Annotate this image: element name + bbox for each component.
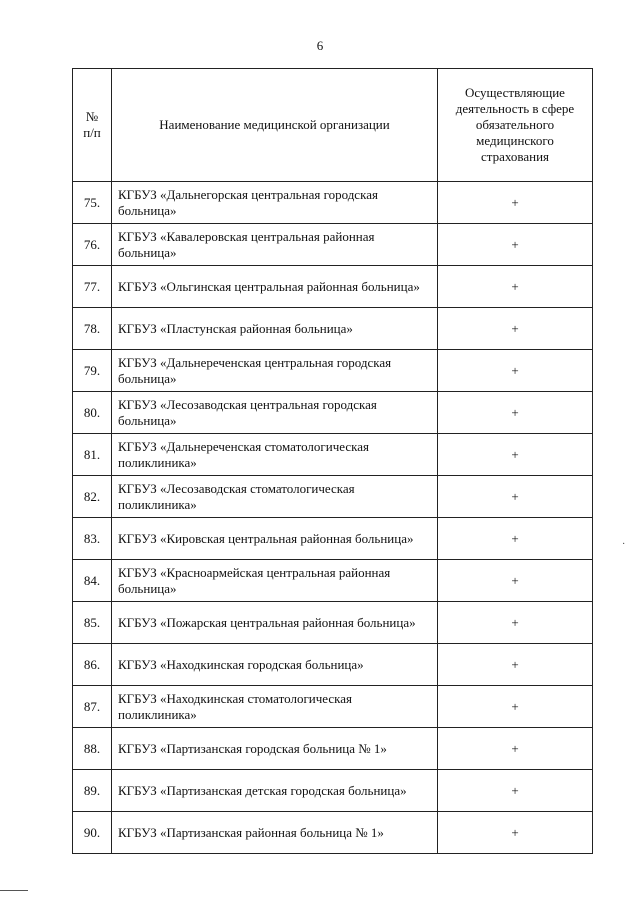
row-oms-mark: + bbox=[438, 812, 593, 854]
row-organization-name: КГБУЗ «Кавалеровская центральная районная больница» bbox=[112, 224, 438, 266]
table-row bbox=[73, 392, 593, 434]
table-row bbox=[73, 350, 593, 392]
row-oms-mark: + bbox=[438, 308, 593, 350]
row-oms-mark: + bbox=[438, 686, 593, 728]
row-number: 86. bbox=[73, 644, 112, 686]
margin-mark: · bbox=[622, 539, 626, 550]
row-organization-name: КГБУЗ «Партизанская районная больница № 1» bbox=[112, 812, 438, 854]
row-oms-mark: + bbox=[438, 350, 593, 392]
table-row bbox=[73, 686, 593, 728]
row-organization-name: КГБУЗ «Кировская центральная районная больница» bbox=[112, 518, 438, 560]
row-organization-name: КГБУЗ «Красноармейская центральная районная больница» bbox=[112, 560, 438, 602]
row-organization-name: КГБУЗ «Дальнереченская стоматологическая поликлиника» bbox=[112, 434, 438, 476]
row-number: 82. bbox=[73, 476, 112, 518]
table-row bbox=[73, 266, 593, 308]
table-row bbox=[73, 560, 593, 602]
row-number: 79. bbox=[73, 350, 112, 392]
row-number: 77. bbox=[73, 266, 112, 308]
row-organization-name: КГБУЗ «Лесозаводская стоматологическая поликлиника» bbox=[112, 476, 438, 518]
table-row bbox=[73, 308, 593, 350]
row-organization-name: КГБУЗ «Пластунская районная больница» bbox=[112, 308, 438, 350]
row-number: 81. bbox=[73, 434, 112, 476]
table-row bbox=[73, 728, 593, 770]
row-organization-name: КГБУЗ «Находкинская городская больница» bbox=[112, 644, 438, 686]
row-oms-mark: + bbox=[438, 182, 593, 224]
row-organization-name: КГБУЗ «Находкинская стоматологическая поликлиника» bbox=[112, 686, 438, 728]
table-row bbox=[73, 518, 593, 560]
row-organization-name: КГБУЗ «Лесозаводская центральная городская больница» bbox=[112, 392, 438, 434]
table-row bbox=[73, 812, 593, 854]
row-oms-mark: + bbox=[438, 728, 593, 770]
row-oms-mark: + bbox=[438, 266, 593, 308]
row-oms-mark: + bbox=[438, 224, 593, 266]
header-organization-name: Наименование медицинской организации bbox=[112, 69, 438, 182]
row-number: 80. bbox=[73, 392, 112, 434]
row-number: 83. bbox=[73, 518, 112, 560]
table-row bbox=[73, 644, 593, 686]
row-oms-mark: + bbox=[438, 392, 593, 434]
row-organization-name: КГБУЗ «Дальнереченская центральная городская больница» bbox=[112, 350, 438, 392]
table-row bbox=[73, 434, 593, 476]
table-row bbox=[73, 224, 593, 266]
row-organization-name: КГБУЗ «Партизанская городская больница № 1» bbox=[112, 728, 438, 770]
row-oms-mark: + bbox=[438, 476, 593, 518]
row-oms-mark: + bbox=[438, 518, 593, 560]
row-organization-name: КГБУЗ «Ольгинская центральная районная больница» bbox=[112, 266, 438, 308]
table-header-row bbox=[73, 69, 593, 182]
row-organization-name: КГБУЗ «Пожарская центральная районная больница» bbox=[112, 602, 438, 644]
row-oms-mark: + bbox=[438, 770, 593, 812]
row-organization-name: КГБУЗ «Партизанская детская городская больница» bbox=[112, 770, 438, 812]
table-row bbox=[73, 602, 593, 644]
page-number: 6 bbox=[316, 38, 324, 53]
row-oms-mark: + bbox=[438, 434, 593, 476]
table-row bbox=[73, 770, 593, 812]
row-number: 78. bbox=[73, 308, 112, 350]
scan-edge-line bbox=[0, 890, 28, 891]
row-number: 90. bbox=[73, 812, 112, 854]
row-number: 76. bbox=[73, 224, 112, 266]
row-oms-mark: + bbox=[438, 644, 593, 686]
row-oms-mark: + bbox=[438, 560, 593, 602]
table-row bbox=[73, 182, 593, 224]
row-oms-mark: + bbox=[438, 602, 593, 644]
row-number: 75. bbox=[73, 182, 112, 224]
header-oms-activity: Осуществляющие деятельность в сфере обязательного медицинского страхования bbox=[438, 69, 593, 182]
header-number: № п/п bbox=[73, 69, 112, 182]
row-number: 85. bbox=[73, 602, 112, 644]
row-number: 89. bbox=[73, 770, 112, 812]
table-row bbox=[73, 476, 593, 518]
organizations-table bbox=[72, 68, 593, 854]
row-number: 84. bbox=[73, 560, 112, 602]
row-number: 88. bbox=[73, 728, 112, 770]
row-organization-name: КГБУЗ «Дальнегорская центральная городская больница» bbox=[112, 182, 438, 224]
row-number: 87. bbox=[73, 686, 112, 728]
